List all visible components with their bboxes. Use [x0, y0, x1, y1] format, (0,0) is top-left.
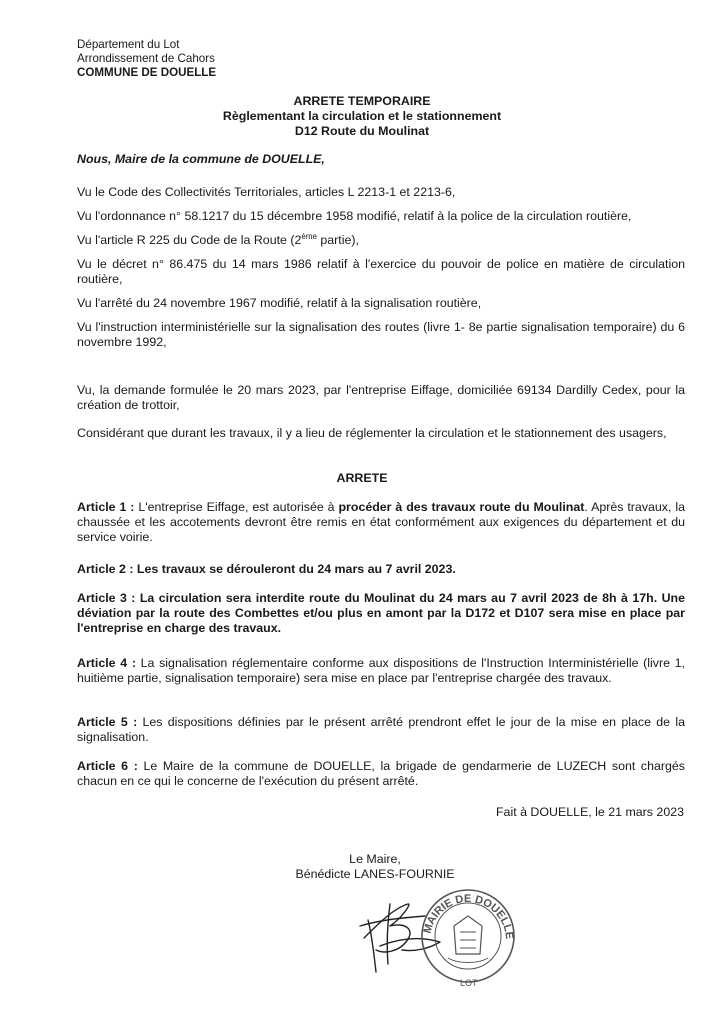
- article-1-text-b: . Après travaux, la chaussée et les accotements devront être remis en état conformément aux exigences du département et du service voirie.: [77, 500, 685, 544]
- title-line-3: D12 Route du Moulinat: [294, 124, 430, 138]
- visa-4: Vu le décret n° 86.475 du 14 mars 1986 relatif à l'exercice du pouvoir de police en matière de circulation routière,: [77, 257, 685, 286]
- article-1-label: Article 1 :: [77, 500, 135, 514]
- signature-block: [0, 852, 724, 882]
- visa-6: Vu l'instruction interministérielle sur la signalisation des routes (livre 1- 8e partie signalisation temporaire) du 6 novembre 1992,: [77, 320, 685, 349]
- signatory-role: Le Maire,: [349, 852, 401, 866]
- title-line-2: Règlementant la circulation et le stationnement: [222, 109, 502, 123]
- title-line-1: ARRETE TEMPORAIRE: [293, 94, 431, 108]
- nous-maire-line: Nous, Maire de la commune de DOUELLE,: [77, 152, 325, 166]
- visa-3-text: Vu l'article R 225 du Code de la Route (2: [77, 233, 302, 247]
- article-6: [77, 759, 685, 789]
- stamp-bottom-text: LOT: [460, 978, 478, 988]
- visa-2: Vu l'ordonnance n° 58.1217 du 15 décembre 1958 modifié, relatif à la police de la circulation routière,: [77, 209, 632, 223]
- article-4: [77, 656, 685, 686]
- visa-7: Vu, la demande formulée le 20 mars 2023, par l'entreprise Eiffage, domiciliée 69134 Dardilly Cedex, pour la création de trottoir,: [77, 383, 685, 412]
- article-1-text-a: L'entreprise Eiffage, est autorisée à: [134, 500, 339, 514]
- mairie-stamp-icon: [422, 890, 516, 988]
- article-1: [77, 500, 685, 545]
- signature-and-stamp: [350, 880, 530, 990]
- departement-line: Département du Lot: [77, 38, 180, 51]
- stamp-text: MAIRIE DE DOUELLE: [421, 892, 516, 940]
- signatory-name: Bénédicte LANES-FOURNIE: [295, 867, 455, 881]
- article-3-text: La circulation sera interdite route du Moulinat du 24 mars au 7 avril 2023 de 8h à 17h. Une déviation par la route des Combettes et/ou plus en amont par la D172 et D107 sera mise en place par l'entreprise en charge des travaux.: [77, 591, 685, 635]
- article-5: [77, 715, 685, 745]
- visa-1: Vu le Code des Collectivités Territoriales, articles L 2213-1 et 2213-6,: [77, 185, 456, 199]
- visa-3-end: partie),: [316, 233, 359, 247]
- article-2: [77, 562, 685, 577]
- article-3-label: Article 3 :: [77, 591, 136, 605]
- arrondissement-line: Arrondissement de Cahors: [77, 52, 215, 65]
- document-title: [0, 94, 724, 139]
- considerant: Considérant que durant les travaux, il y a lieu de réglementer la circulation et le stationnement des usagers,: [77, 426, 667, 440]
- article-6-label: Article 6 :: [77, 759, 138, 773]
- article-4-label: Article 4 :: [77, 656, 136, 670]
- fait-a-line: Fait à DOUELLE, le 21 mars 2023: [495, 805, 684, 819]
- article-6-text: Le Maire de la commune de DOUELLE, la brigade de gendarmerie de LUZECH sont chargés chacun en ce qui le concerne de l'exécution du présent arrêté.: [77, 759, 685, 788]
- arrete-heading: ARRETE: [336, 471, 388, 485]
- article-5-label: Article 5 :: [77, 715, 138, 729]
- article-2-text: Les travaux se dérouleront du 24 mars au 7 avril 2023.: [133, 562, 456, 576]
- article-1-bold: procéder à des travaux route du Moulinat: [338, 500, 585, 514]
- article-2-label: Article 2 :: [77, 562, 134, 576]
- commune-line: COMMUNE DE DOUELLE: [77, 66, 217, 79]
- visa-3: [77, 233, 685, 248]
- article-4-text: La signalisation réglementaire conforme aux dispositions de l'Instruction Interministérielle (livre 1, huitième partie, signalisation temporaire) sera mise en place par l'entreprise chargée des travaux.: [77, 656, 686, 685]
- visa-3-sup: ème: [301, 231, 317, 241]
- issuer-header: [77, 38, 216, 80]
- article-3: [77, 591, 685, 636]
- visa-5: Vu l'arrêté du 24 novembre 1967 modifié, relatif à la signalisation routière,: [77, 296, 482, 310]
- article-5-text: Les dispositions définies par le présent arrêté prendront effet le jour de la mise en place de la signalisation.: [77, 715, 686, 744]
